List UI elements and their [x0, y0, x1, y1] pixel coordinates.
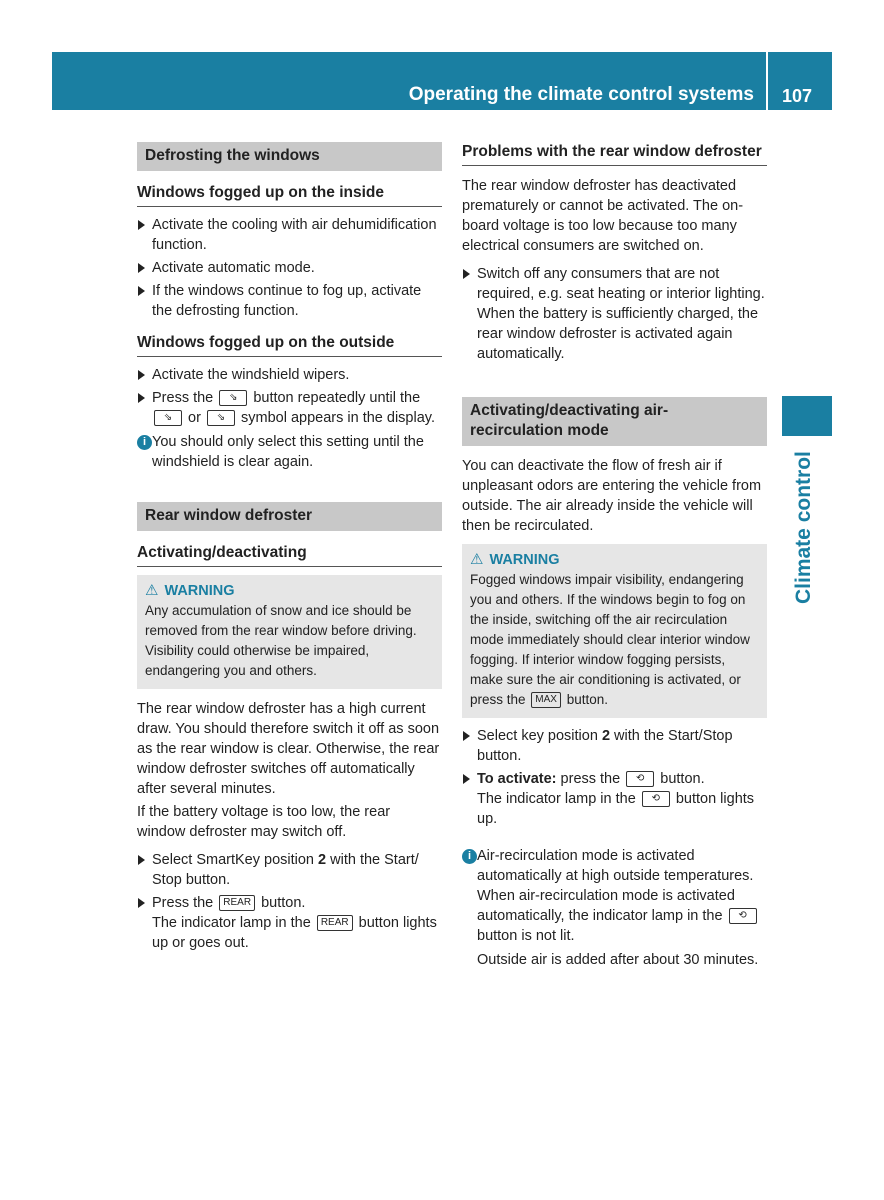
warning-text [470, 570, 759, 710]
info-text: Outside air is added after about 30 minutes. [477, 952, 759, 968]
warning-heading [470, 550, 759, 570]
paragraph: You can deactivate the flow of fresh air if unpleasant odors are entering the vehicle from outside. The air already inside the vehicle will then be recirculated. [462, 458, 762, 534]
section-heading: Defrosting the windows [137, 142, 442, 171]
recirculation-key-icon: ⟲ [626, 771, 654, 787]
page-header [52, 52, 832, 110]
warning-box [137, 575, 442, 689]
warning-text-part: button. [566, 692, 609, 707]
bullet-arrow-icon [463, 269, 470, 279]
warning-box [462, 544, 767, 718]
list-item-text: with the Start/Stop button. [477, 728, 733, 764]
list-item-text: button. [660, 771, 705, 787]
page-number: 107 [782, 86, 813, 106]
list-item [137, 893, 442, 953]
info-text-part: Air-recirculation mode is activated automatically at high outside temperatures. When air-recirculation mode is activated automatically, the indicator lamp in the [477, 848, 754, 924]
list-item-text: Activate the cooling with air dehumidification function. [152, 217, 437, 253]
key-position: 2 [601, 728, 611, 744]
list-item-text: button repeatedly until the [253, 390, 421, 406]
warning-label: WARNING [489, 552, 560, 568]
list-item-text: symbol appears in the display. [241, 410, 435, 426]
warning-triangle-icon: ⚠ [145, 582, 159, 599]
info-text: You should only select this setting until the windshield is clear again. [152, 434, 424, 470]
info-text-part: button is not lit. [477, 928, 575, 944]
list-item [137, 281, 442, 321]
header-divider [766, 52, 768, 110]
subheading: Problems with the rear window defroster [462, 142, 767, 166]
list-item-text: The indicator lamp in the [152, 915, 311, 931]
list-item-text: button lights up. [477, 791, 755, 827]
list-item [462, 264, 767, 364]
subheading: Windows fogged up on the outside [137, 333, 442, 357]
paragraph: If the battery voltage is too low, the rear window defroster may switch off. [137, 804, 391, 840]
info-icon: i [137, 435, 152, 450]
right-column [462, 142, 767, 970]
list-item-text: Activate the windshield wipers. [152, 367, 350, 383]
list-item [137, 215, 442, 255]
bullet-arrow-icon [138, 220, 145, 230]
list-item-text: Press the [152, 390, 214, 406]
page-title: Operating the climate control systems [408, 84, 754, 105]
list-item [462, 769, 767, 829]
rear-defrost-key-icon: REAR [317, 915, 353, 931]
side-tab-block [782, 396, 832, 436]
recirculation-key-icon: ⟲ [642, 791, 670, 807]
bullet-list [137, 365, 442, 428]
warning-text: Any accumulation of snow and ice should be removed from the rear window before driving. Visibility could otherwise be impaired, endangering you and others. [145, 603, 417, 678]
list-item-text: with the Start/ Stop button. [152, 852, 419, 888]
info-icon: i [462, 849, 477, 864]
section-heading: Rear window defroster [137, 502, 442, 531]
subheading: Windows fogged up on the inside [137, 183, 442, 207]
rear-defrost-key-icon: REAR [219, 895, 255, 911]
warning-label: WARNING [164, 583, 235, 599]
list-item-emphasis: To activate: [477, 771, 557, 787]
list-item [137, 850, 442, 890]
bullet-arrow-icon [138, 370, 145, 380]
list-item-text: Select key position [477, 728, 598, 744]
footwell-airflow-key-icon: ⇘ [154, 410, 182, 426]
bullet-arrow-icon [138, 286, 145, 296]
airflow-key-icon: ⇘ [219, 390, 247, 406]
list-item-text: When the battery is sufficiently charged, the rear window defroster is activated again automatically. [477, 306, 759, 362]
list-item-text: or [188, 410, 201, 426]
paragraph: The rear window defroster has deactivated prematurely or cannot be activated. The on-board voltage is too low because too many electrical consumers are switched on. [462, 178, 744, 254]
warning-triangle-icon: ⚠ [470, 551, 484, 568]
left-column [137, 142, 442, 956]
section-heading: Activating/deactivating air-recirculation mode [462, 397, 767, 446]
list-item-text: Select SmartKey position [152, 852, 314, 868]
list-item-text: Press the [152, 895, 214, 911]
recirculation-key-icon: ⟲ [729, 908, 757, 924]
bullet-arrow-icon [138, 898, 145, 908]
list-item-text: press the [560, 771, 621, 787]
bullet-arrow-icon [463, 774, 470, 784]
paragraph: The rear window defroster has a high current draw. You should therefore switch it off as soon as the rear window is clear. Otherwise, the rear window defroster switches off automatically after several minutes. [137, 701, 440, 797]
list-item [137, 365, 442, 385]
info-note [137, 432, 442, 472]
info-text [477, 846, 767, 946]
info-note [462, 846, 767, 970]
side-tab-label: Climate control [792, 451, 815, 604]
bullet-list [137, 850, 442, 953]
list-item-text: button lights up or goes out. [152, 915, 437, 951]
bullet-list [462, 726, 767, 829]
list-item-text: Switch off any consumers that are not required, e.g. seat heating or interior lighting. [477, 266, 765, 302]
key-position: 2 [318, 852, 327, 868]
bullet-arrow-icon [138, 855, 145, 865]
list-item [137, 258, 442, 278]
bullet-list [137, 215, 442, 321]
bullet-list [462, 264, 767, 364]
list-item [462, 726, 767, 766]
bullet-arrow-icon [463, 731, 470, 741]
bullet-arrow-icon [138, 263, 145, 273]
max-defrost-key-icon: MAX [531, 692, 561, 708]
airflow-symbol-key-icon: ⇘ [207, 410, 235, 426]
list-item-text: If the windows continue to fog up, activate the defrosting function. [152, 283, 422, 319]
warning-heading [145, 581, 434, 601]
list-item-text: The indicator lamp in the [477, 791, 636, 807]
list-item-text: button. [261, 895, 306, 911]
list-item-text: Activate automatic mode. [152, 260, 315, 276]
list-item [137, 388, 442, 428]
subheading: Activating/deactivating [137, 543, 442, 567]
warning-text-part: Fogged windows impair visibility, endangering you and others. If the windows begin to fog on the inside, switching off the air recirculation mode immediately should clear interior window fogging. If interior window fogging persists, make sure the air conditioning is activated, or press the [470, 572, 750, 707]
bullet-arrow-icon [138, 393, 145, 403]
